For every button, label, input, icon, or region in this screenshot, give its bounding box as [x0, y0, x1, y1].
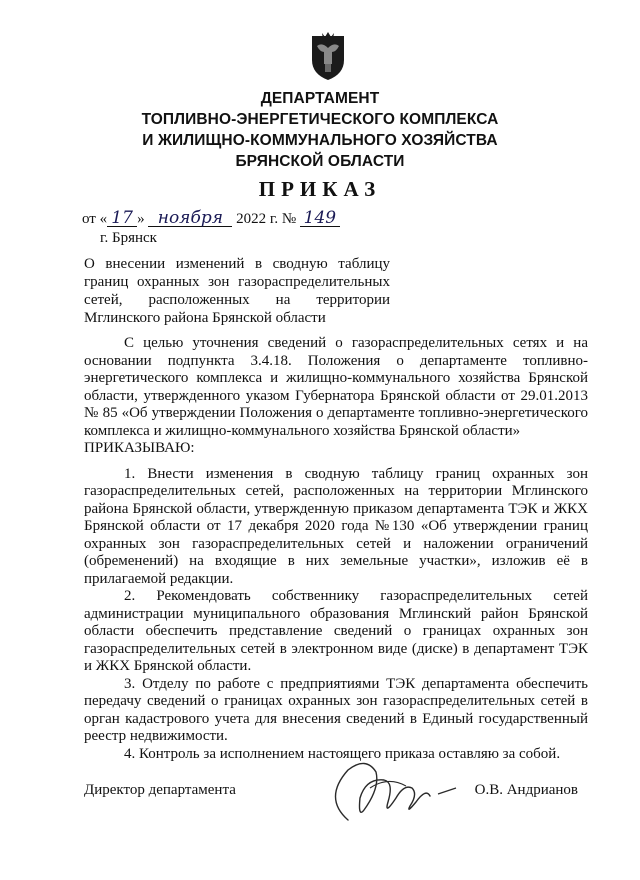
date-prefix: от « [82, 211, 108, 227]
order-item: 1. Внести изменения в сводную таблицу границ охранных зон газораспределительных сетей, расположенных на территории Мглинского района Брянской области, утвержденную приказом департамента ТЭК и ЖКХ Брянской области от 17 декабря 2020 года №130 «Об утверждении границ охранных зон газораспределительных сетей и наложении ограничений (обременений) на входящие в них земельные участки», изложив её в прилагаемой редакции. [84, 465, 588, 587]
order-body [84, 335, 588, 763]
order-item: 2. Рекомендовать собственнику газораспределительных сетей администрации муниципального образования Мглинский район Брянской области обеспечить представление сведений о границах охранных зон газораспределительных сетей в электронном виде (диске) в департамент ТЭК и ЖКХ Брянской области. [84, 588, 588, 674]
department-line: БРЯНСКОЙ ОБЛАСТИ [235, 153, 405, 170]
order-date-line [82, 210, 340, 228]
preamble-paragraph: С целью уточнения сведений о газораспределительных сетях и на основании подпункта 3.4.18. Положения о департаменте топливно-энергетического комплекса и жилищно-коммунального хозяйства Брянской области, утвержденного указом Губернатора Брянской области от 29.01.2013 № 85 «Об утверждении Положения о департаменте топливно-энергетического комплекса и жилищно-коммунального хозяйства Брянской области» [84, 335, 588, 439]
department-line: ТОПЛИВНО-ЭНЕРГЕТИЧЕСКОГО КОМПЛЕКСА [141, 111, 499, 128]
order-year: 2022 г. [236, 211, 279, 227]
order-day: 17 [107, 210, 137, 227]
order-item: 3. Отделу по работе с предприятиями ТЭК департамента обеспечить передачу сведений о границах охранных зон газораспределительных сетей в орган кадастрового учета для внесения сведений в Единый государственный реестр недвижимости. [84, 675, 588, 744]
department-header [0, 88, 640, 172]
department-line: И ЖИЛИЩНО-КОММУНАЛЬНОГО ХОЗЯЙСТВА [142, 132, 498, 149]
order-city: г. Брянск [100, 230, 157, 246]
order-subject: О внесении изменений в сводную таблицу границ охранных зон газораспределительных сетей, расположенных на территории Мглинского района Брянской области [84, 256, 390, 326]
order-number: 149 [300, 210, 340, 227]
date-mid: » [137, 211, 145, 227]
order-month: ноября [148, 210, 232, 227]
department-line: ДЕПАРТАМЕНТ [260, 90, 380, 107]
signatory-position: Директор департамента [84, 782, 236, 798]
order-item: 4. Контроль за исполнением настоящего приказа оставляю за собой. [124, 745, 561, 762]
signatory-name: О.В. Андрианов [474, 782, 578, 798]
signature-row [84, 782, 578, 804]
order-title: ПРИКАЗ [258, 177, 382, 201]
coat-of-arms-icon [308, 30, 348, 82]
order-word: ПРИКАЗЫВАЮ: [84, 440, 195, 456]
number-sign: № [281, 211, 297, 227]
